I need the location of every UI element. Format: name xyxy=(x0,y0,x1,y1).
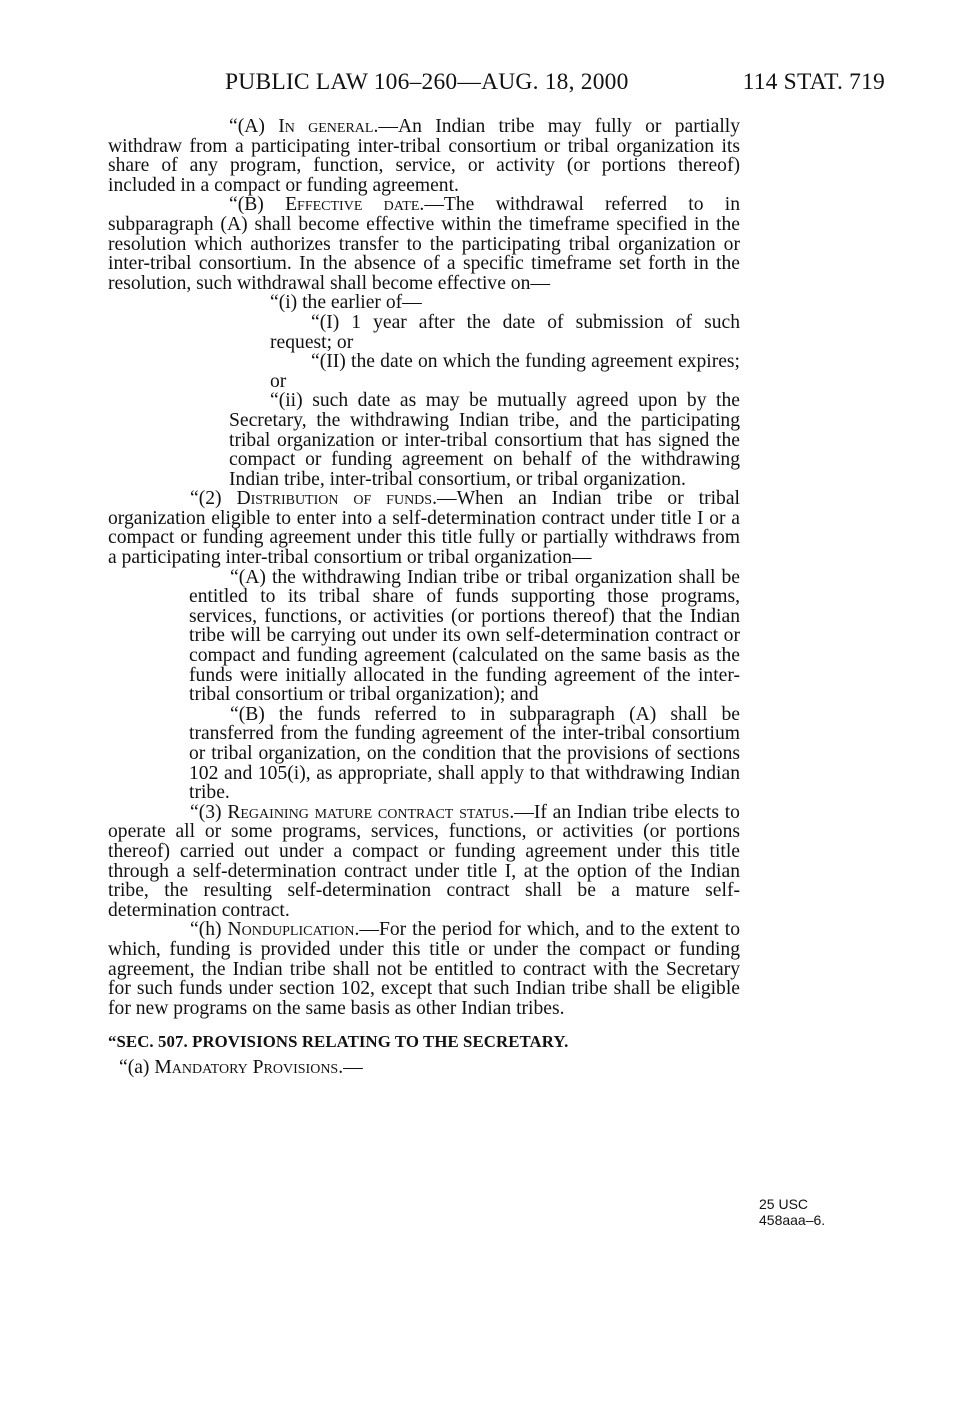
label: “(3) xyxy=(190,801,228,823)
text: .—For the period for which, and to the extent to which, funding is provided under this title or under the compact or funding agreement, the Indian tribe shall not be entitled to contract with the Secretary for such funds under section 102, except that such Indian tribe shall be eligible for new programs on the same basis as other Indian tribes. xyxy=(108,919,740,1019)
heading: Regaining mature contract status xyxy=(227,801,510,823)
margin-line-2: 458aaa–6. xyxy=(759,1212,826,1228)
text: .—The withdrawal referred to in subparagraph (A) shall become effective within the timeframe specified in the resolution which authorizes transfer to the participating tribal organization or inter-tribal consortium. In the absence of a specific timeframe set forth in the resolution, such withdrawal shall become effective on— xyxy=(108,194,740,294)
section-507-title: “SEC. 507. PROVISIONS RELATING TO THE SECRETARY. xyxy=(108,1032,569,1052)
header-page-number: 114 STAT. 719 xyxy=(742,69,885,95)
heading: Mandatory Provisions xyxy=(154,1056,339,1078)
subsection-h-nonduplication xyxy=(108,920,740,1018)
paragraph-2-subparagraph-b: “(B) the funds referred to in subparagraph (A) shall be transferred from the funding agreement of the inter-tribal consortium or tribal organization, on the condition that the provisions of sections 102 and 105(i), as appropriate, shall apply to that withdrawing Indian tribe. xyxy=(189,703,740,804)
header-citation: PUBLIC LAW 106–260—AUG. 18, 2000 xyxy=(225,69,629,95)
subsection-a-mandatory-provisions xyxy=(108,1058,740,1078)
label: “(B) xyxy=(229,194,286,216)
heading: Distribution of funds xyxy=(236,488,433,510)
text: .—An Indian tribe may fully or partially withdraw from a participating inter-tribal consortium or tribal organization its share of any program, function, service, or activity (or portions thereof) included in a compact or funding agreement. xyxy=(108,116,741,196)
label: “(a) xyxy=(119,1056,155,1078)
paragraph-2-subparagraph-a: “(A) the withdrawing Indian tribe or tribal organization shall be entitled to its tribal share of funds supporting those programs, services, functions, or activities (or portions thereof) that the Indian tribe will be carrying out under its own self-determination contract or compact and funding agreement (calculated on the same basis as the funds were initially allocated in the funding agreement of the inter-tribal consortium or tribal organization); and xyxy=(189,566,740,706)
clause-ii: “(ii) such date as may be mutually agreed upon by the Secretary, the withdrawing Indian tribe, and the participating tribal organization or inter-tribal consortium that has signed the compact or funding agreement on behalf of the withdrawing Indian tribe, inter-tribal consortium, or tribal organization. xyxy=(229,390,740,490)
heading: In general xyxy=(278,116,374,137)
paragraph-3-regaining-mature-contract-status xyxy=(108,803,740,921)
usc-margin-citation xyxy=(759,1196,849,1228)
subparagraph-b-effective-date xyxy=(108,195,740,293)
label: “(2) xyxy=(190,488,237,510)
subparagraph-a-in-general xyxy=(108,117,740,195)
tail: .— xyxy=(338,1056,363,1078)
subclause-II: “(II) the date on which the funding agreement expires; or xyxy=(270,351,740,392)
document-body xyxy=(108,117,740,1078)
heading: Nonduplication xyxy=(227,919,355,941)
label: “(A) xyxy=(229,116,279,137)
subclause-I: “(I) 1 year after the date of submission of such request; or xyxy=(270,311,740,353)
clause-i: “(i) the earlier of— xyxy=(270,292,422,314)
heading: Effective date xyxy=(285,194,420,216)
margin-line-1: 25 USC xyxy=(759,1196,809,1212)
paragraph-2-distribution-of-funds xyxy=(108,489,740,567)
text: .—If an Indian tribe elects to operate all or some programs, services, functions, or activities (or portions thereof) carried out under a compact or funding agreement under this title through a self-determination contract under title I, at the option of the Indian tribe, the resulting self-determination contract shall be a mature self-determination contract. xyxy=(108,801,740,921)
label: “(h) xyxy=(190,919,228,941)
text: .—When an Indian tribe or tribal organization eligible to enter into a self-determination contract under title I or a compact or funding agreement under this title fully or partially withdraws from a participating inter-tribal consortium or tribal organization— xyxy=(108,488,740,569)
